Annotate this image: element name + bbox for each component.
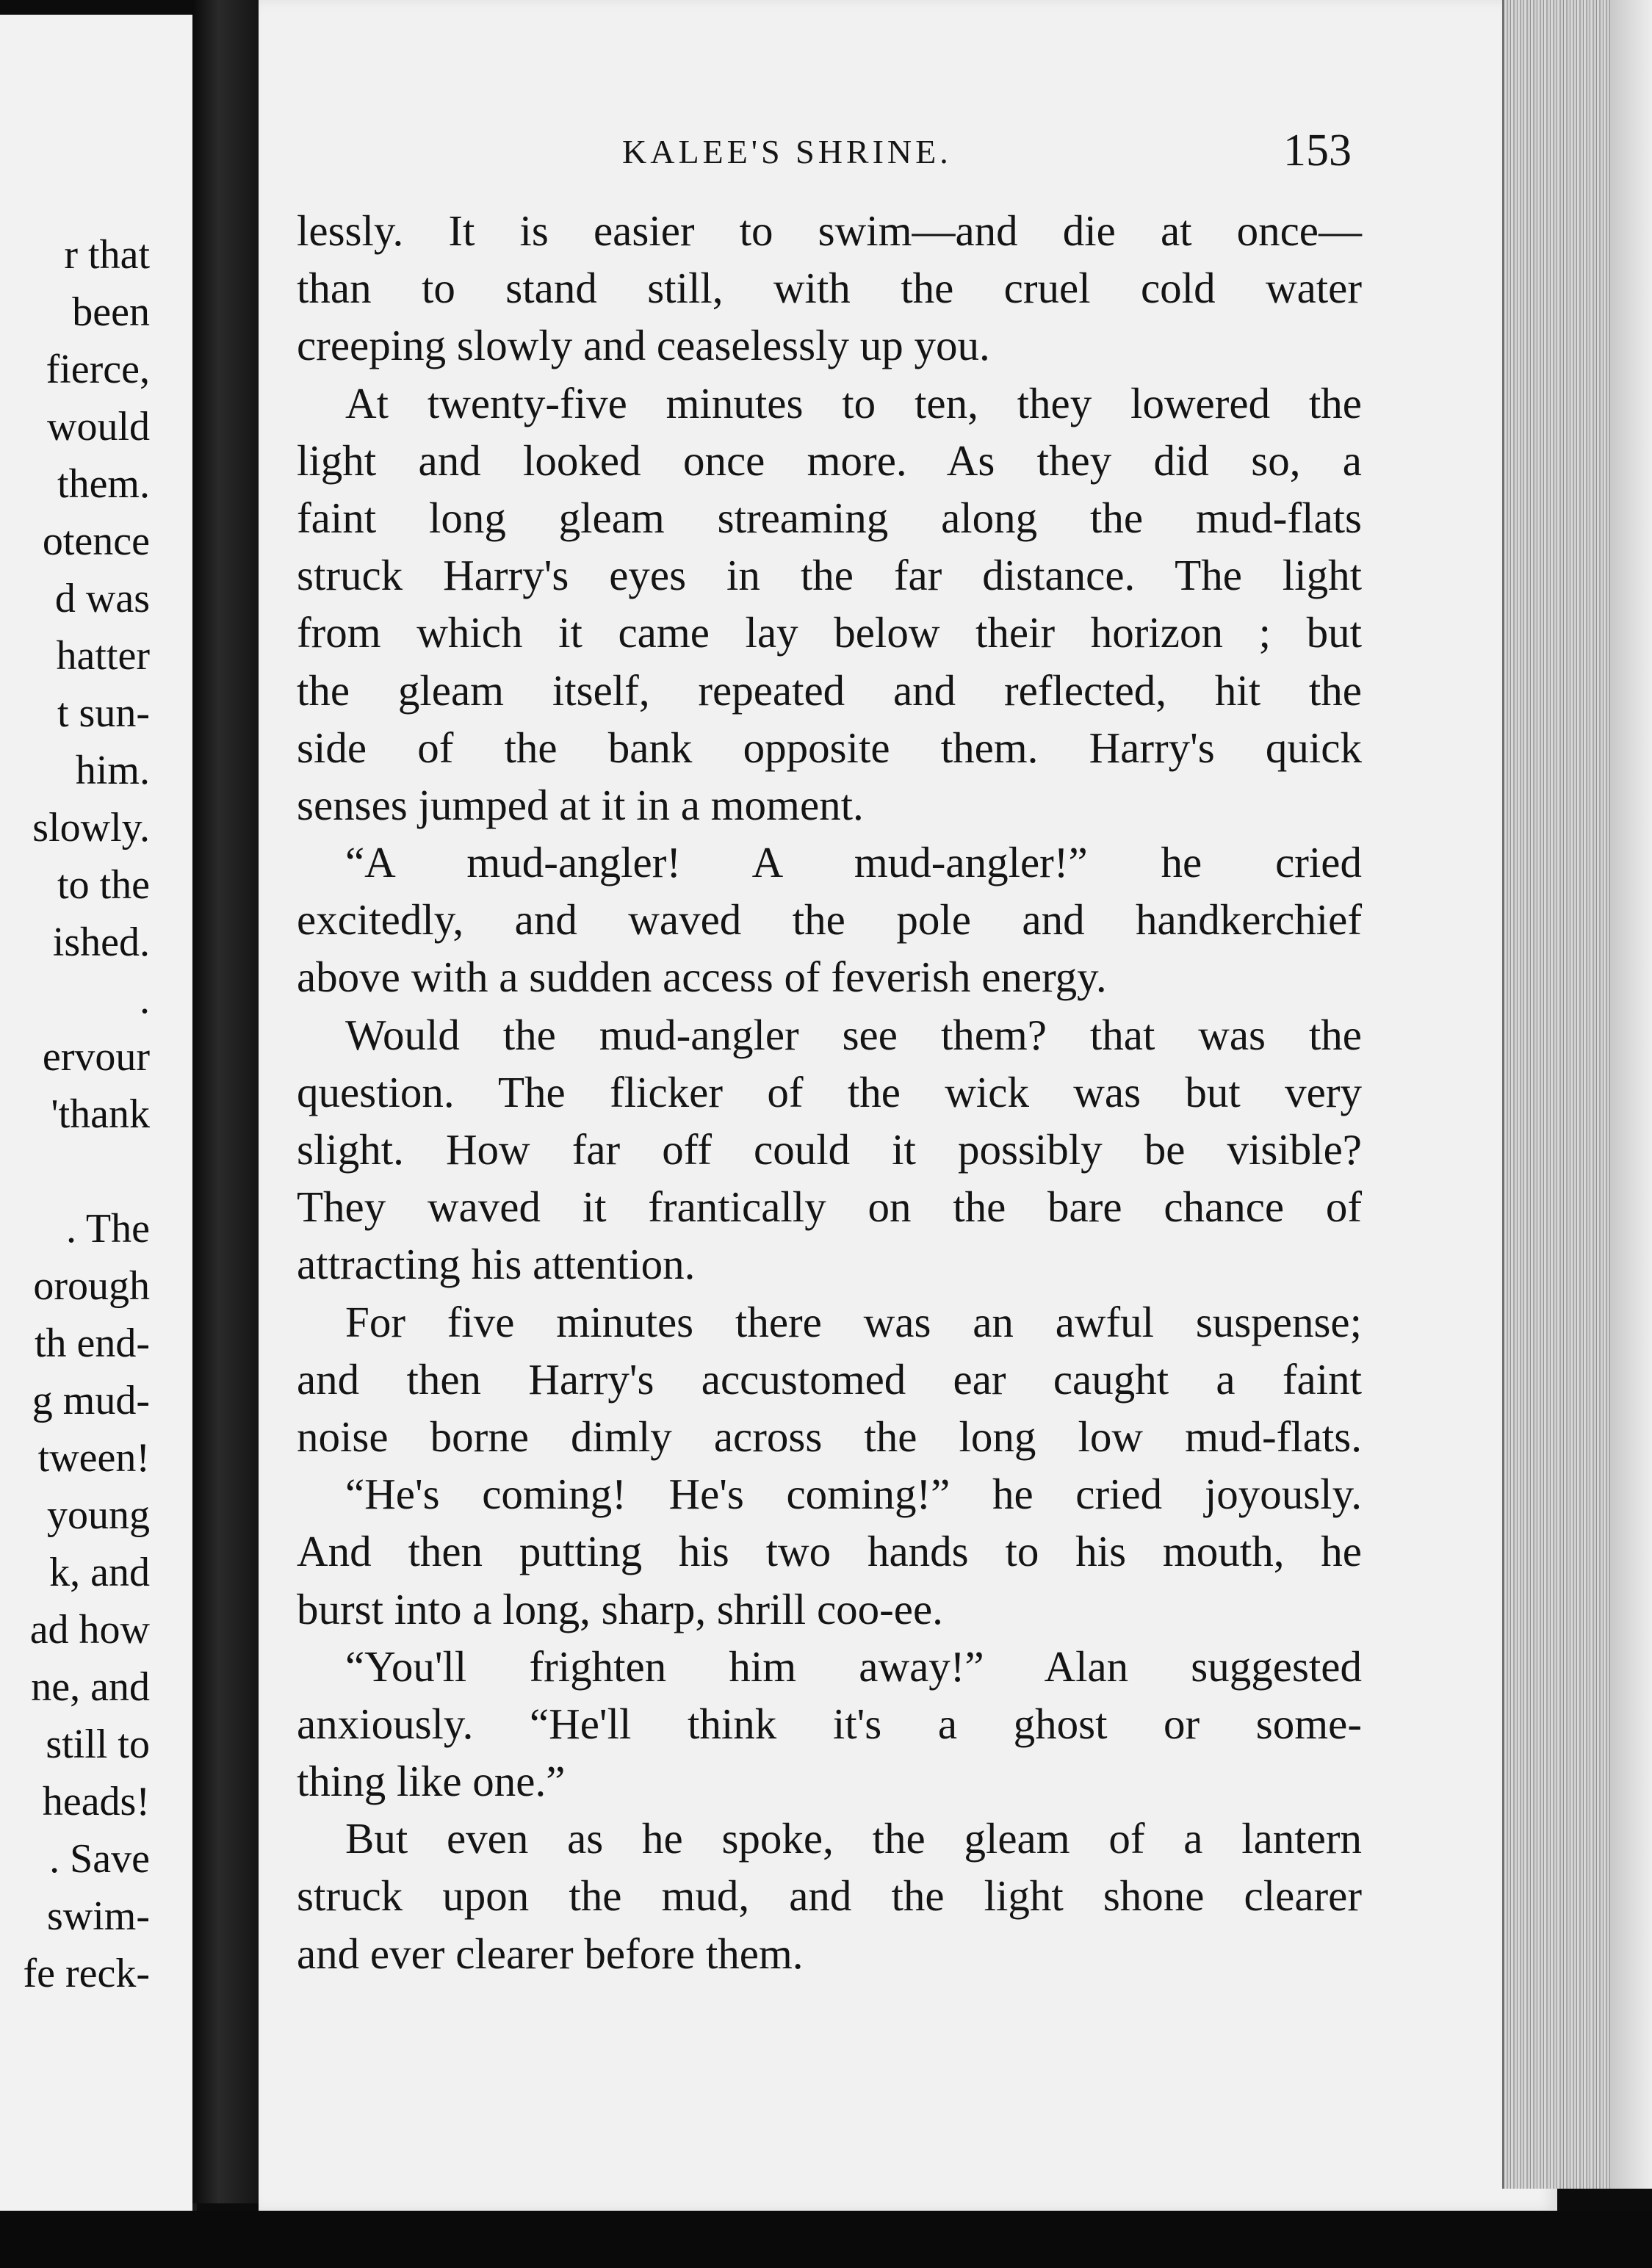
text-line: and ever clearer before them. bbox=[297, 1929, 804, 1978]
body-text bbox=[297, 202, 1362, 1982]
facing-page-line: fe reck- bbox=[23, 1951, 150, 1996]
facing-page-line: tween! bbox=[37, 1435, 150, 1481]
text-line: question. The flicker of the wick was but very bbox=[297, 1067, 1362, 1116]
text-line: struck Harry's eyes in the far distance. The light bbox=[297, 551, 1362, 600]
book-gutter bbox=[192, 0, 259, 2203]
text-line: Would the mud-angler see them? that was the bbox=[345, 1010, 1362, 1059]
facing-page-line: otence bbox=[42, 519, 150, 564]
facing-page-line: r that bbox=[64, 232, 150, 278]
text-line: above with a sudden access of feverish energy. bbox=[297, 953, 1107, 1002]
facing-page-line: . Save bbox=[49, 1836, 150, 1882]
text-line: At twenty-five minutes to ten, they lowered the bbox=[345, 378, 1362, 427]
facing-page-line: . The bbox=[65, 1206, 150, 1252]
text-line: But even as he spoke, the gleam of a lantern bbox=[345, 1814, 1362, 1863]
facing-page-text bbox=[0, 226, 150, 2002]
text-line: “You'll frighten him away!” Alan suggested bbox=[345, 1642, 1362, 1691]
facing-page-line: ne, and bbox=[31, 1664, 150, 1710]
facing-page-line: would bbox=[47, 404, 150, 449]
text-line: attracting his attention. bbox=[297, 1240, 696, 1289]
facing-page-line: been bbox=[72, 289, 150, 335]
scan-border bbox=[0, 2211, 1652, 2268]
text-line: lessly. It is easier to swim—and die at once— bbox=[297, 206, 1362, 255]
text-line: than to stand still, with the cruel cold water bbox=[297, 264, 1362, 313]
text-line: And then putting his two hands to his mouth, he bbox=[297, 1527, 1362, 1576]
facing-page-line: him. bbox=[75, 748, 150, 793]
text-line: side of the bank opposite them. Harry's quick bbox=[297, 723, 1362, 772]
book-page bbox=[259, 0, 1557, 2211]
text-line: burst into a long, sharp, shrill coo-ee. bbox=[297, 1584, 943, 1633]
text-line: slight. How far off could it possibly be visible? bbox=[297, 1125, 1362, 1174]
facing-page-line: hatter bbox=[56, 633, 150, 679]
facing-page-line: still to bbox=[46, 1722, 150, 1767]
facing-page-line: slowly. bbox=[32, 805, 150, 850]
running-head: KALEE'S SHRINE. bbox=[622, 133, 952, 170]
facing-page-line: fierce, bbox=[46, 347, 150, 392]
facing-page-line: 'thank bbox=[51, 1091, 150, 1137]
text-line: light and looked once more. As they did so, a bbox=[297, 436, 1362, 485]
page-number: 153 bbox=[1283, 126, 1352, 176]
text-line: thing like one.” bbox=[297, 1757, 566, 1806]
facing-page-line: orough bbox=[33, 1263, 150, 1309]
facing-page-line: g mud- bbox=[32, 1378, 150, 1423]
facing-page bbox=[0, 15, 197, 2211]
page-edges bbox=[1502, 0, 1652, 2189]
text-line: “He's coming! He's coming!” he cried joyously. bbox=[345, 1470, 1362, 1519]
facing-page-line: to the bbox=[57, 862, 150, 908]
text-line: faint long gleam streaming along the mud-flats bbox=[297, 493, 1362, 542]
text-line: struck upon the mud, and the light shone clearer bbox=[297, 1871, 1362, 1921]
facing-page-line: ervour bbox=[42, 1034, 150, 1080]
text-line: For five minutes there was an awful suspense; bbox=[345, 1297, 1362, 1346]
page-header bbox=[259, 125, 1360, 184]
facing-page-line: young bbox=[47, 1492, 150, 1538]
text-line: creeping slowly and ceaselessly up you. bbox=[297, 321, 990, 370]
text-line: senses jumped at it in a moment. bbox=[297, 780, 864, 829]
facing-page-line: ad how bbox=[29, 1607, 150, 1653]
facing-page-line: swim- bbox=[47, 1893, 150, 1939]
text-line: They waved it frantically on the bare chance of bbox=[297, 1182, 1362, 1232]
facing-page-line: ished. bbox=[52, 920, 150, 965]
facing-page-line: . bbox=[140, 977, 150, 1022]
text-line: and then Harry's accustomed ear caught a faint bbox=[297, 1354, 1362, 1404]
facing-page-line: d was bbox=[54, 576, 150, 621]
text-line: from which it came lay below their horizon ; but bbox=[297, 608, 1362, 657]
facing-page-line: heads! bbox=[42, 1779, 150, 1824]
text-line: “A mud-angler! A mud-angler!” he cried bbox=[345, 838, 1362, 887]
text-line: noise borne dimly across the long low mud-flats. bbox=[297, 1412, 1362, 1461]
facing-page-line: t sun- bbox=[57, 690, 150, 736]
text-line: excitedly, and waved the pole and handkerchief bbox=[297, 895, 1362, 945]
text-line: the gleam itself, repeated and reflected, hit the bbox=[297, 665, 1362, 715]
facing-page-line: them. bbox=[57, 461, 150, 507]
facing-page-line: th end- bbox=[34, 1321, 150, 1366]
facing-page-line bbox=[0, 1143, 150, 1200]
facing-page-line: k, and bbox=[49, 1550, 150, 1595]
text-line: anxiously. “He'll think it's a ghost or some- bbox=[297, 1699, 1362, 1748]
